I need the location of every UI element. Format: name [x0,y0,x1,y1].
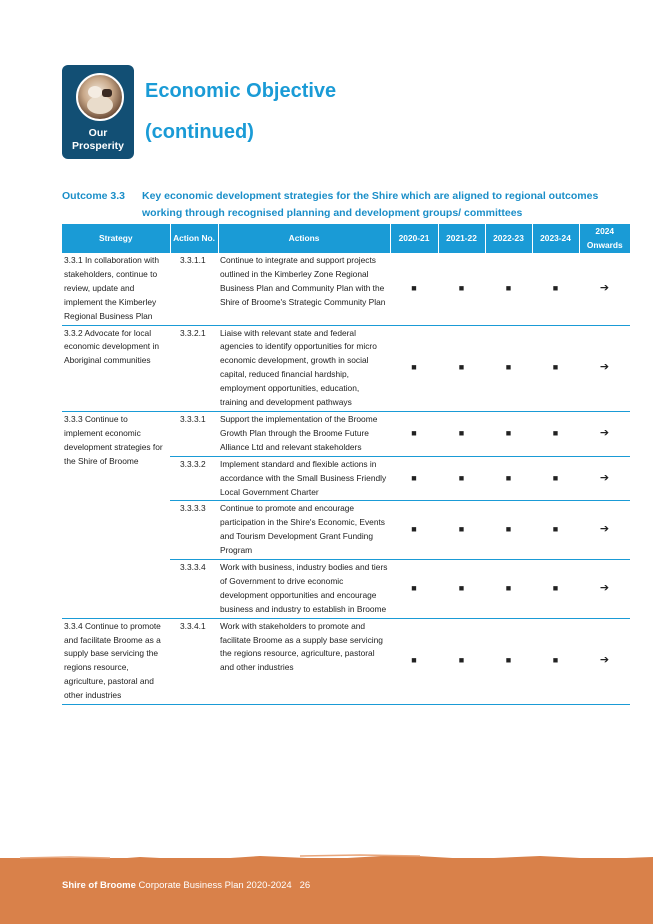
actions-table [62,224,630,705]
arrow-right-icon: ➔ [579,501,630,560]
footer-text [62,880,310,891]
year-mark: ■ [485,618,532,704]
footer-doc: Corporate Business Plan 2020-2024 [138,880,292,891]
table-row [62,411,630,456]
header-strategy: Strategy [62,224,170,253]
year-mark: ■ [532,618,579,704]
arrow-right-icon: ➔ [579,253,630,325]
action-number: 3.3.3.2 [170,456,218,501]
footer-brush-edge [0,850,653,870]
page-number: 26 [299,880,311,891]
year-mark: ■ [390,456,438,501]
year-mark: ■ [438,325,485,411]
strategy-cell: 3.3.3 Continue to implement economic development strategies for the Shire of Broome [62,411,170,618]
year-mark: ■ [485,456,532,501]
outcome-text: Key economic development strategies for the Shire which are aligned to regional outcomes working through recognised planning and development groups/ committees [142,190,599,219]
year-mark: ■ [438,456,485,501]
header-action-no: Action No. [170,224,218,253]
year-mark: ■ [390,501,438,560]
action-number: 3.3.4.1 [170,618,218,704]
action-description: Continue to integrate and support projects outlined in the Kimberley Zone Regional Business Plan and Community Plan with the Shire of Broome's Strategic Community Plan [218,253,390,325]
action-description: Support the implementation of the Broome Growth Plan through the Broome Future Alliance Ltd and relevant stakeholders [218,411,390,456]
action-number: 3.3.3.1 [170,411,218,456]
page-title-continued: (continued) [145,121,254,143]
action-description: Work with stakeholders to promote and facilitate Broome as a supply base servicing the regions resource, agriculture, pastoral and other industries [218,618,390,704]
arrow-right-icon: ➔ [579,411,630,456]
header-2022-23: 2022-23 [485,224,532,253]
header-2021-22: 2021-22 [438,224,485,253]
arrow-right-icon: ➔ [579,560,630,619]
year-mark: ■ [390,325,438,411]
year-mark: ■ [532,560,579,619]
year-mark: ■ [532,456,579,501]
year-mark: ■ [390,618,438,704]
action-description: Work with business, industry bodies and tiers of Government to drive economic development opportunities and encourage business and industry to establish in Broome [218,560,390,619]
table-row [62,618,630,704]
arrow-right-icon: ➔ [579,618,630,704]
action-description: Continue to promote and encourage participation in the Shire's Economic, Events and Tourism Development Grant Funding Program [218,501,390,560]
footer-band [0,858,653,924]
year-mark: ■ [532,253,579,325]
table-row [62,253,630,325]
header-2023-24: 2023-24 [532,224,579,253]
year-mark: ■ [438,618,485,704]
year-mark: ■ [485,325,532,411]
year-mark: ■ [532,501,579,560]
table-row [62,325,630,411]
year-mark: ■ [390,560,438,619]
outcome-number: Outcome 3.3 [62,190,126,202]
year-mark: ■ [438,253,485,325]
table-header-row [62,224,630,253]
section-badge [62,65,134,159]
year-mark: ■ [532,411,579,456]
badge-label: Our Prosperity [72,127,124,152]
year-mark: ■ [485,411,532,456]
action-number: 3.3.3.3 [170,501,218,560]
strategy-cell: 3.3.2 Advocate for local economic development in Aboriginal communities [62,325,170,411]
year-mark: ■ [390,253,438,325]
year-mark: ■ [438,501,485,560]
year-mark: ■ [485,501,532,560]
arrow-right-icon: ➔ [579,325,630,411]
header-actions: Actions [218,224,390,253]
year-mark: ■ [532,325,579,411]
badge-photo [76,73,124,121]
year-mark: ■ [438,411,485,456]
arrow-right-icon: ➔ [579,456,630,501]
year-mark: ■ [485,560,532,619]
header-2020-21: 2020-21 [390,224,438,253]
action-number: 3.3.2.1 [170,325,218,411]
action-number: 3.3.1.1 [170,253,218,325]
year-mark: ■ [485,253,532,325]
action-description: Liaise with relevant state and federal agencies to identify opportunities for micro economic development, growth in social capital, reduced financial hardship, employment opportunities, education, training and development pathways [218,325,390,411]
page-title: Economic Objective [145,80,337,102]
footer-org: Shire of Broome [62,880,136,891]
action-number: 3.3.3.4 [170,560,218,619]
year-mark: ■ [438,560,485,619]
strategy-cell: 3.3.1 In collaboration with stakeholders, continue to review, update and implement the Kimberley Regional Business Plan [62,253,170,325]
header-2024-onwards: 2024 Onwards [579,224,630,253]
action-description: Implement standard and flexible actions in accordance with the Small Business Friendly Local Government Charter [218,456,390,501]
strategy-cell: 3.3.4 Continue to promote and facilitate Broome as a supply base servicing the regions resource, agriculture, pastoral and other industries [62,618,170,704]
year-mark: ■ [390,411,438,456]
